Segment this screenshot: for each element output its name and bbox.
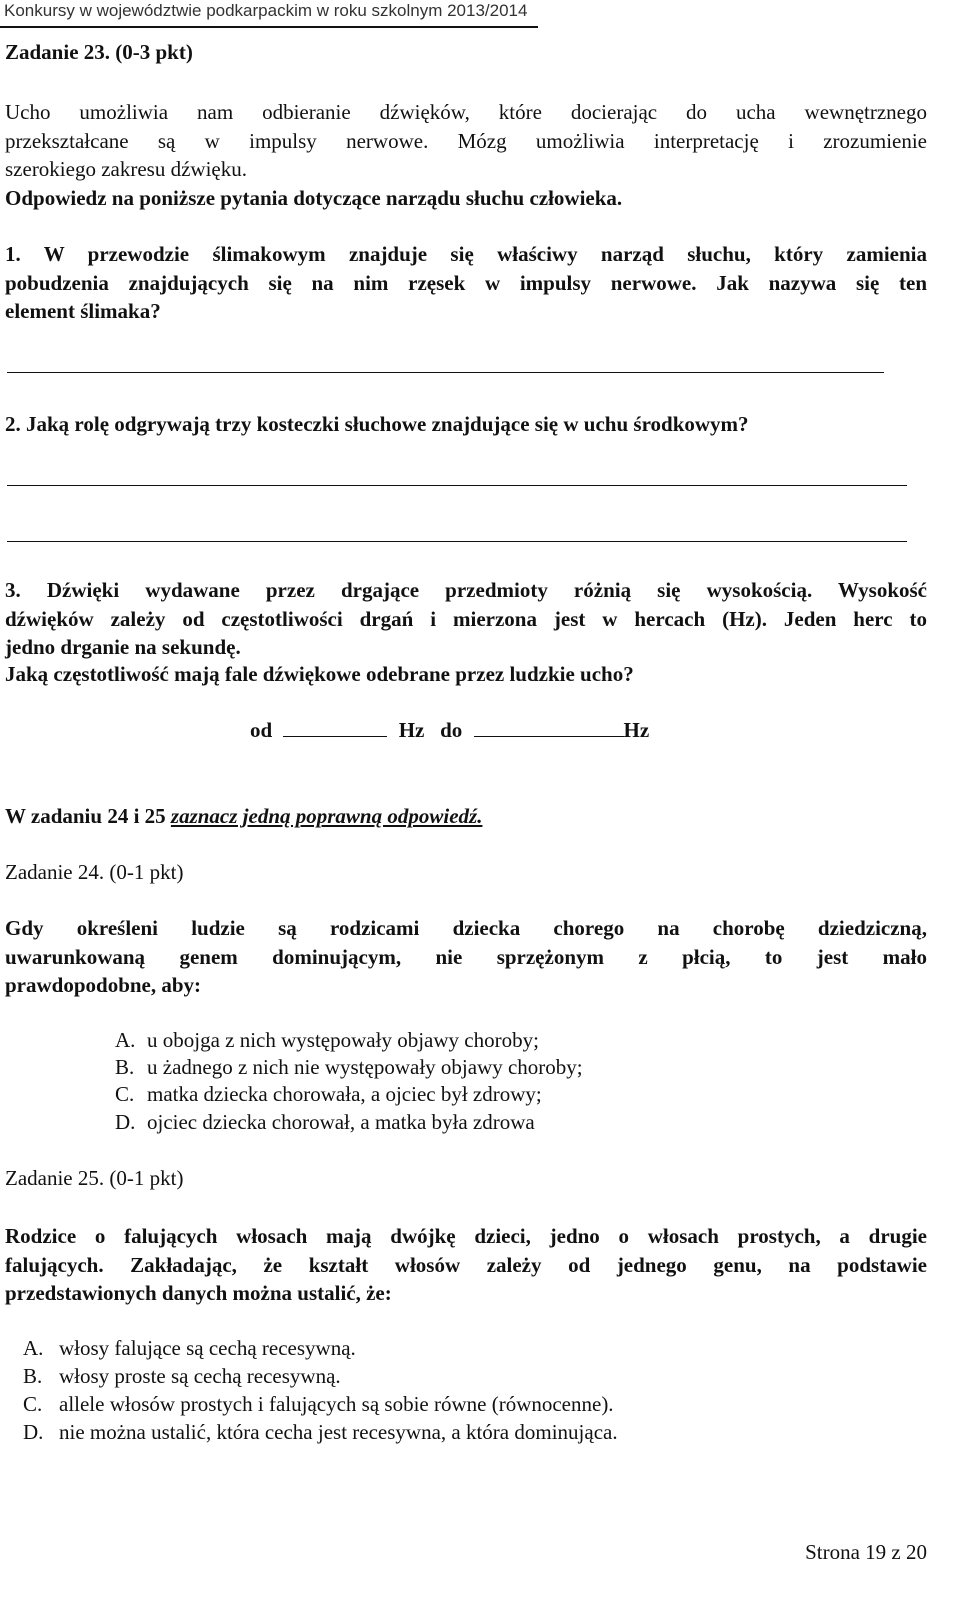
task24-stem-line: uwarunkowaną genem dominującym, nie sprzężonym z płcią, to jest mało [5,944,927,969]
q3-line: 3. Dźwięki wydawane przez drgające przedmioty różnią się wysokością. Wysokość [5,578,927,602]
option-text: matka dziecka chorowała, a ojciec był zdrowy; [147,1082,542,1106]
task23-q1 [5,240,927,326]
option-letter: C. [23,1392,43,1416]
min-frequency-blank[interactable] [283,716,387,737]
q1-line: pobudzenia znajdujących się na nim rzęsek w impulsy nerwowe. Jak nazywa się ten [5,270,927,295]
task24-title: Zadanie 24. (0-1 pkt) [5,860,184,884]
max-frequency-blank[interactable] [474,716,624,737]
hz-label-1: Hz [398,718,425,742]
option-text: włosy proste są cechą recesywną. [59,1364,341,1388]
task23-q3-question: Jaką częstotliwość mają fale dźwiękowe odebrane przez ludzkie ucho? [5,662,634,686]
task25-stem-line: falujących. Zakładając, że kształt włosów zależy od jednego genu, na podstawie [5,1252,927,1277]
q1-line: element ślimaka? [5,299,161,323]
task25-stem-line: Rodzice o falujących włosach mają dwójkę dzieci, jedno o włosach prostych, a drugie [5,1224,927,1248]
q3-line: dźwięków zależy od częstotliwości drgań i mierzona jest w hercach (Hz). Jeden herc to [5,606,927,631]
task23-instruction: Odpowiedz na poniższe pytania dotyczące narządu słuchu człowieka. [5,186,623,210]
task25-option-d[interactable] [23,1418,618,1446]
task24-option-a[interactable] [115,1026,539,1054]
frequency-range [250,716,649,744]
task25-stem [5,1222,927,1308]
footer-page: 19 [865,1540,887,1564]
option-letter: D. [23,1420,44,1444]
page-header [0,0,538,28]
q1-line: 1. W przewodzie ślimakowym znajduje się właściwy narząd słuchu, który zamienia [5,242,927,266]
option-letter: D. [115,1110,136,1134]
page-number [805,1540,927,1565]
task25-stem-line: przedstawionych danych można ustalić, że: [5,1281,392,1305]
task24-option-d[interactable] [115,1108,535,1136]
task24-stem-line: prawdopodobne, aby: [5,973,202,997]
option-letter: C. [115,1082,135,1106]
od-label: od [250,718,273,742]
footer-total: 20 [906,1540,927,1564]
task24-option-c[interactable] [115,1080,542,1108]
task24-option-b[interactable] [115,1053,583,1081]
do-label: do [440,718,463,742]
option-text: allele włosów prostych i falujących są sobie równe (równocenne). [59,1392,614,1416]
intro-line: przekształcane są w impulsy nerwowe. Mózg umożliwia interpretację i zrozumienie [5,128,927,153]
hz-label-2: Hz [623,718,650,742]
task24-stem [5,914,927,1000]
q2-answer-line[interactable] [7,541,907,542]
task25-option-a[interactable] [23,1334,356,1362]
option-text: ojciec dziecka chorował, a matka była zdrowa [147,1110,535,1134]
task23-title: Zadanie 23. (0-3 pkt) [5,40,193,64]
q1-answer-line[interactable] [7,372,884,373]
option-text: u obojga z nich występowały objawy choroby; [147,1028,539,1052]
q2-answer-line[interactable] [7,485,907,486]
option-letter: A. [23,1336,44,1360]
q3-line: jedno drganie na sekundę. [5,635,241,659]
task24-stem-line: Gdy określeni ludzie są rodzicami dziecka chorego na chorobę dziedziczną, [5,916,927,940]
option-letter: B. [23,1364,43,1388]
intro-line: szerokiego zakresu dźwięku. [5,157,247,181]
footer-mid: z [886,1540,906,1564]
note-prefix: W zadaniu 24 i 25 [5,804,171,828]
option-text: włosy falujące są cechą recesywną. [59,1336,356,1360]
task23-q3 [5,576,927,662]
header-text: Konkursy w województwie podkarpackim w roku szkolnym 2013/2014 [4,1,528,20]
task23-intro [5,98,927,184]
option-letter: B. [115,1055,135,1079]
option-text: nie można ustalić, która cecha jest recesywna, a która dominująca. [59,1420,618,1444]
option-letter: A. [115,1028,136,1052]
task25-option-c[interactable] [23,1390,614,1418]
task25-title: Zadanie 25. (0-1 pkt) [5,1166,184,1190]
instruction-note [5,802,482,830]
task23-q2: 2. Jaką rolę odgrywają trzy kosteczki słuchowe znajdujące się w uchu środkowym? [5,412,749,436]
note-emphasis: zaznacz jedną poprawną odpowiedź. [170,804,483,828]
footer-prefix: Strona [805,1540,866,1564]
task25-option-b[interactable] [23,1362,341,1390]
intro-line: Ucho umożliwia nam odbieranie dźwięków, które docierając do ucha wewnętrznego [5,100,927,124]
option-text: u żadnego z nich nie występowały objawy choroby; [147,1055,583,1079]
